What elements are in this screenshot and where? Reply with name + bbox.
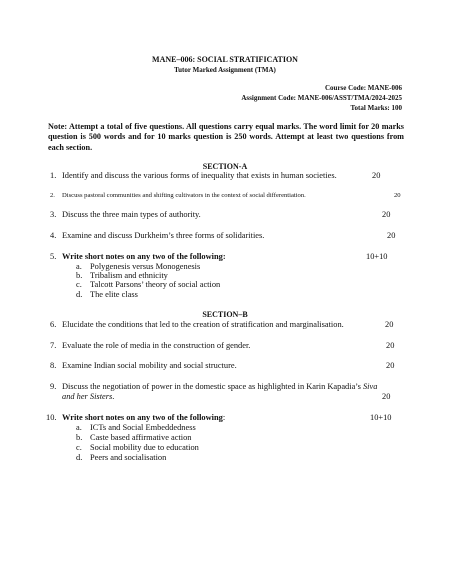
list-item-letter: b. <box>76 433 83 442</box>
question-text: Discuss the three main types of authority. <box>62 210 201 219</box>
question-marks: 10+10 <box>366 252 388 261</box>
question-marks: 20 <box>386 341 395 350</box>
list-item-letter: c. <box>76 443 82 452</box>
list-item: Talcott Parsons’ theory of social action <box>90 280 221 289</box>
question-marks: 20 <box>382 392 391 401</box>
question-number: 6. <box>50 320 57 329</box>
list-item: Social mobility due to education <box>90 443 199 452</box>
book-title-part: Siva <box>362 382 378 391</box>
question-number: 8. <box>50 361 57 370</box>
list-item: The elite class <box>90 290 138 299</box>
question-number: 9. <box>50 382 57 391</box>
question-marks: 20 <box>385 320 394 329</box>
question-marks: 10+10 <box>370 413 392 422</box>
total-marks: Total Marks: 100 <box>350 104 402 112</box>
document-subtitle: Tutor Marked Assignment (TMA) <box>174 66 276 74</box>
question-text: Discuss pastoral communities and shifting cultivators in the context of social differentiation. <box>62 192 306 199</box>
punctuation: . <box>112 392 115 401</box>
document-title: MANE–006: SOCIAL STRATIFICATION <box>152 55 298 64</box>
question-text: Identify and discuss the various forms of inequality that exists in human societies. <box>62 171 337 180</box>
book-title-part: and her Sisters <box>62 392 113 401</box>
list-item-letter: b. <box>76 271 83 280</box>
question-text: Evaluate the role of media in the construction of gender. <box>62 341 251 350</box>
section-a-heading: SECTION-A <box>202 162 248 171</box>
question-marks: 20 <box>394 192 401 199</box>
list-item: Polygenesis versus Monogenesis <box>90 262 201 271</box>
question-number: 10. <box>46 413 57 422</box>
section-b-heading: SECTION–B <box>202 310 248 319</box>
question-text: Examine and discuss Durkheim’s three forms of solidarities. <box>62 231 265 240</box>
question-text-line <box>62 383 377 391</box>
question-text: Write short notes on any two of the following <box>62 413 223 422</box>
list-item-letter: a. <box>76 423 82 432</box>
list-item: Caste based affirmative action <box>90 433 192 442</box>
question-text: Discuss the negotiation of power in the domestic space as highlighted in Karin Kapadia’s <box>62 382 363 391</box>
instructions-note: Note: Attempt a total of five questions. All questions carry equal marks. The word limit for 20 marks question is 500 words and for 10 marks question is 250 words. Attempt at least two questions from each section. <box>48 122 404 152</box>
question-marks: 20 <box>372 171 381 180</box>
question-number: 7. <box>50 341 57 350</box>
question-text-line <box>62 414 225 422</box>
question-number: 3. <box>50 210 57 219</box>
course-code: Course Code: MANE-006 <box>325 84 402 92</box>
list-item-letter: c. <box>76 280 82 289</box>
question-marks: 20 <box>387 231 396 240</box>
question-number: 4. <box>50 231 57 240</box>
list-item: Peers and socialisation <box>90 453 167 462</box>
question-number: 5. <box>50 252 57 261</box>
question-marks: 20 <box>386 361 395 370</box>
list-item-letter: a. <box>76 262 82 271</box>
assignment-code: Assignment Code: MANE-006/ASST/TMA/2024-2025 <box>241 94 402 102</box>
question-text: Write short notes on any two of the following: <box>62 252 226 261</box>
question-text: Examine Indian social mobility and social structure. <box>62 361 237 370</box>
list-item-letter: d. <box>76 453 83 462</box>
question-marks: 20 <box>382 210 391 219</box>
list-item-letter: d. <box>76 290 83 299</box>
question-number: 1. <box>50 171 57 180</box>
punctuation: : <box>222 413 226 422</box>
question-text-line <box>62 393 114 401</box>
list-item: ICTs and Social Embeddedness <box>90 423 196 432</box>
list-item: Tribalism and ethnicity <box>90 271 168 280</box>
question-text: Elucidate the conditions that led to the creation of stratification and marginalisation. <box>62 320 344 329</box>
question-number: 2. <box>50 192 55 199</box>
